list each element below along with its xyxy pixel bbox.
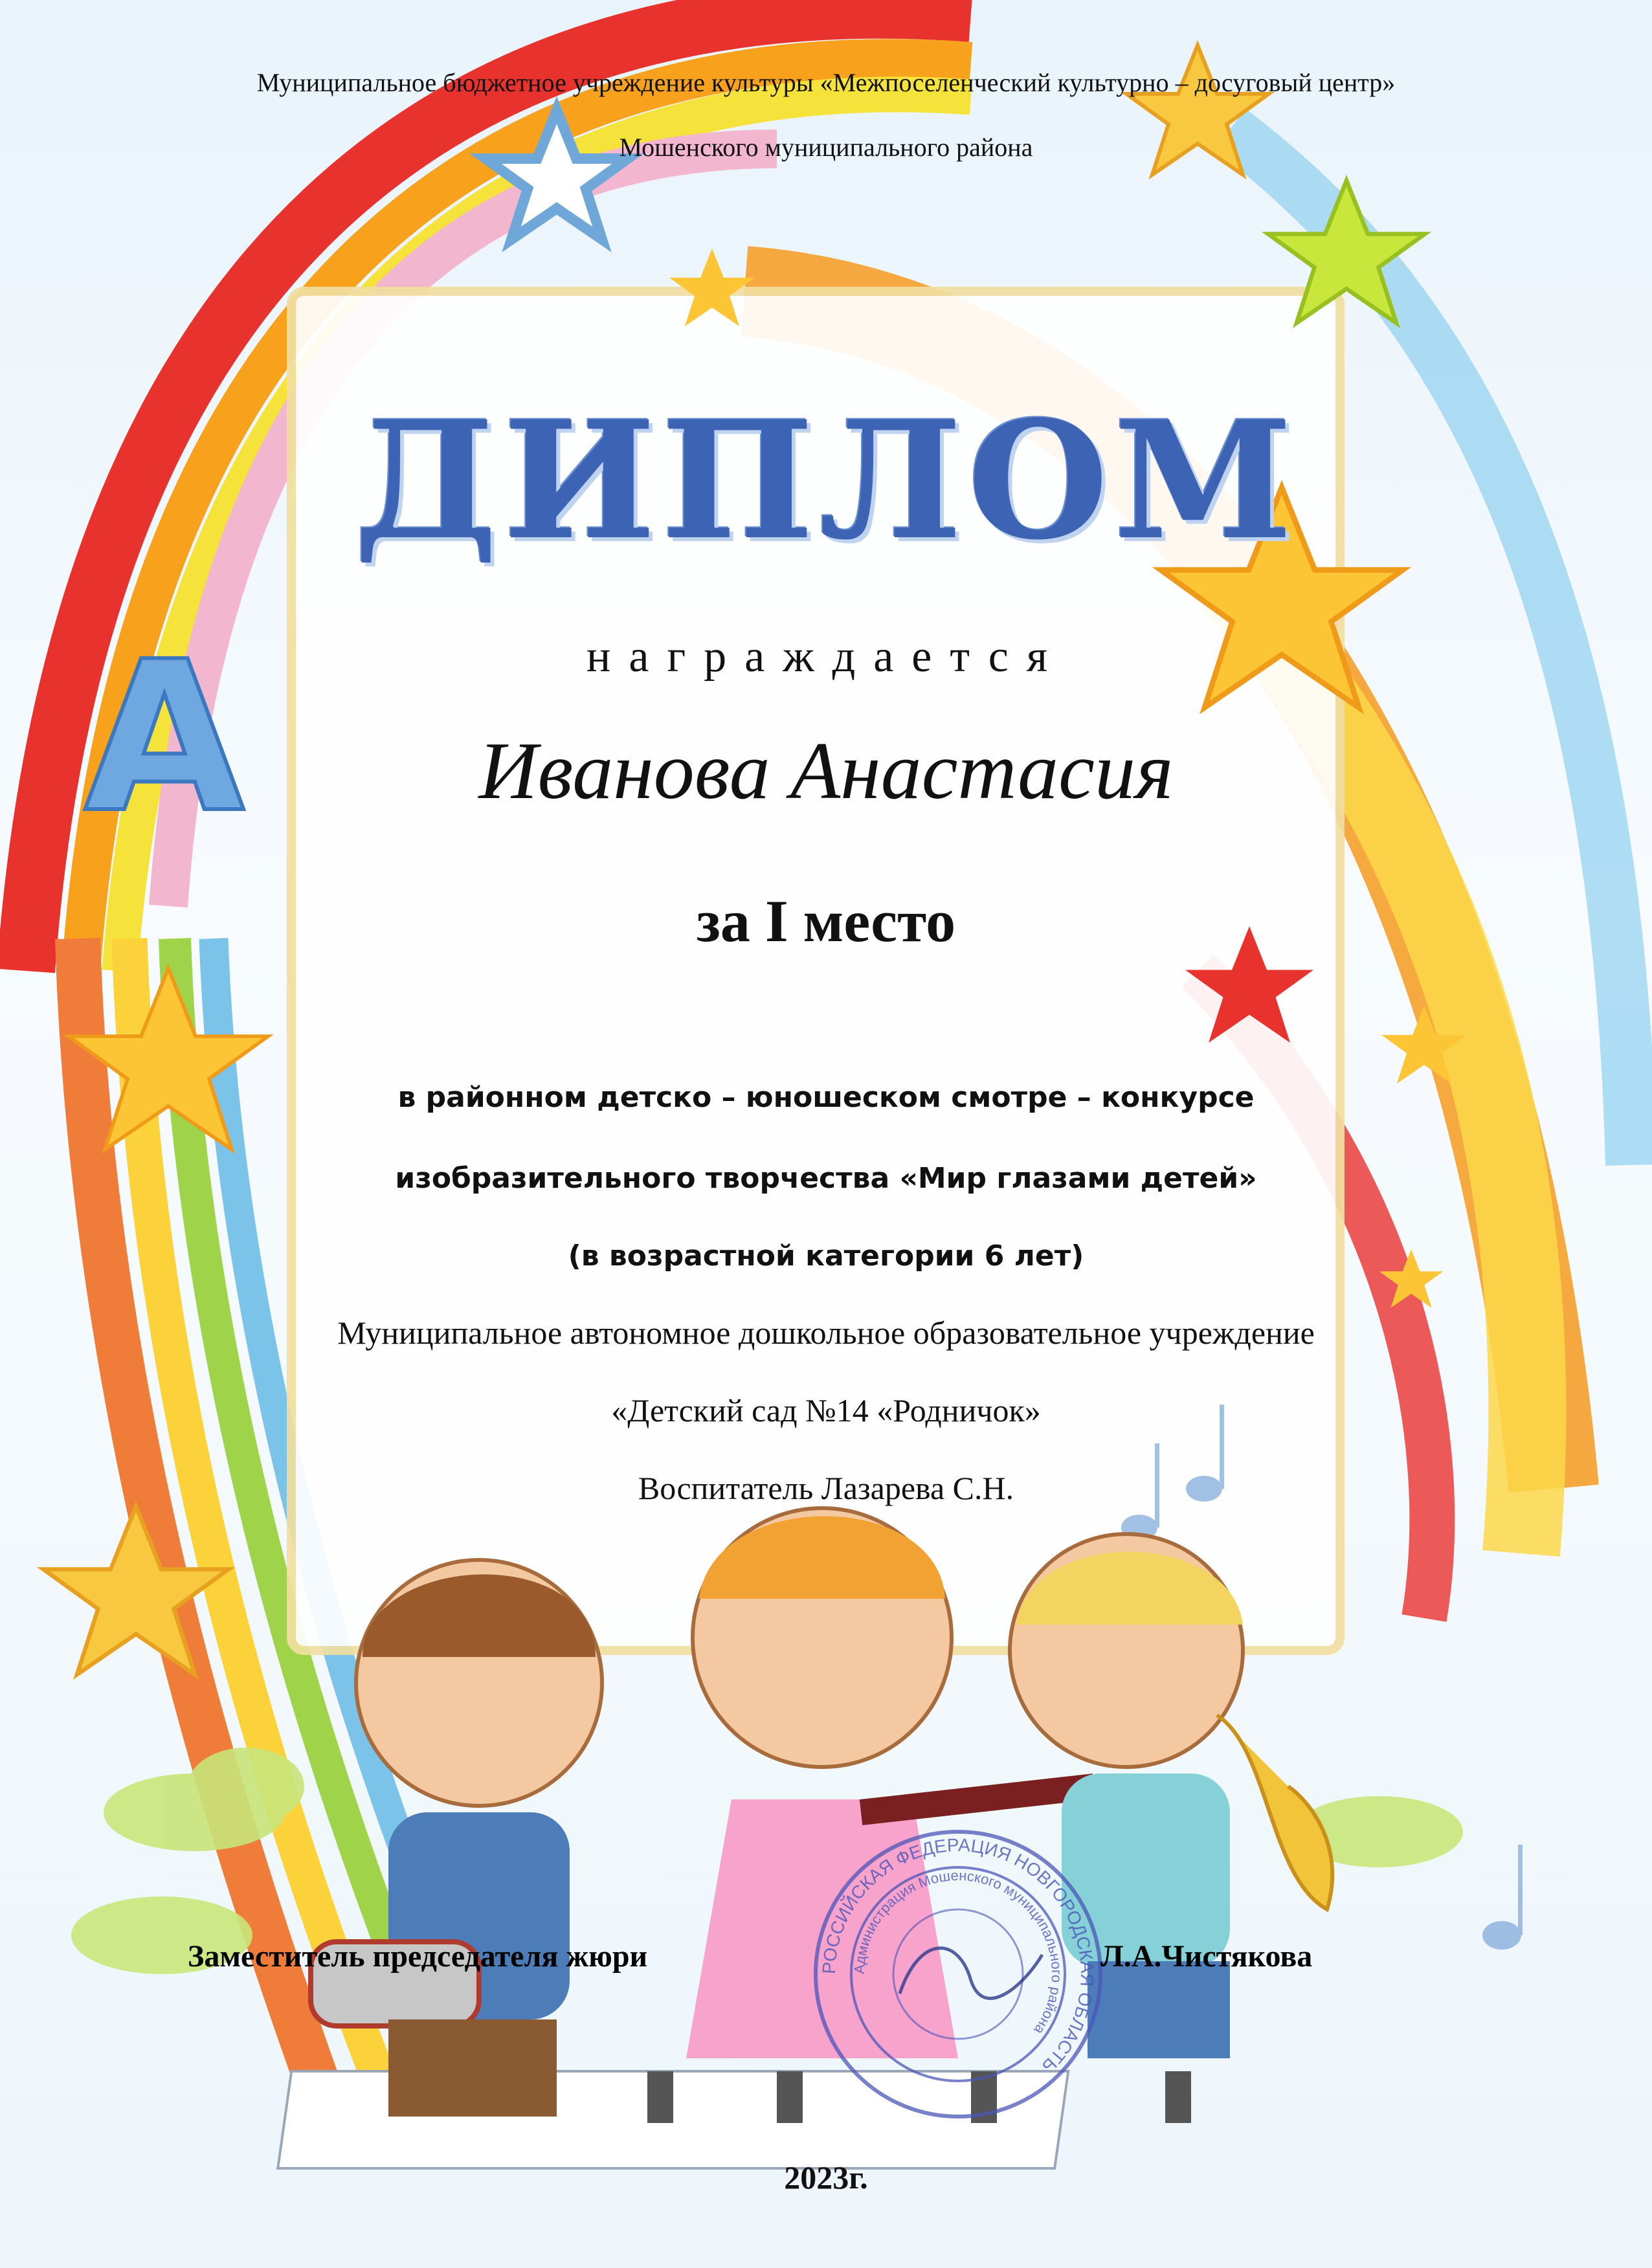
contest-line-1: в районном детско – юношеском смотре – конкурсе: [397, 1081, 1255, 1114]
institution-line-1: Муниципальное автономное дошкольное образовательное учреждение: [337, 1315, 1315, 1351]
institution-line-2: «Детский сад №14 «Родничок»: [611, 1392, 1041, 1429]
svg-text:Администрация Мошенского муниц: [851, 1867, 1065, 2038]
diploma-year: 2023г.: [784, 2159, 868, 2196]
stamp-outer-text: РОССИЙСКАЯ ФЕДЕРАЦИЯ НОВГОРОДСКАЯ ОБЛАСТЬ: [818, 1834, 1098, 2077]
svg-text:A: A: [84, 617, 245, 858]
header-organization: Муниципальное бюджетное учреждение культуры «Межпоселенческий культурно – досуговый центр»: [256, 68, 1396, 97]
diploma-title: ДИПЛОМ: [353, 385, 1299, 575]
contest-line-2: изобразительного творчества «Мир глазами детей»: [395, 1162, 1257, 1195]
official-stamp: [809, 1825, 1107, 2123]
signature-name: Л.А.Чистякова: [1100, 1939, 1313, 1973]
stamp-inner-text: Администрация Мошенского муниципального района: [851, 1867, 1066, 2038]
awarded-label: награждается: [586, 632, 1066, 682]
award-place: за I место: [696, 888, 956, 954]
recipient-name: Иванова Анастасия: [478, 726, 1174, 816]
header-district: Мошенского муниципального района: [619, 133, 1033, 162]
teacher-name: Воспитатель Лазарева С.Н.: [638, 1470, 1014, 1506]
contest-line-3: (в возрастной категории 6 лет): [568, 1240, 1084, 1273]
signature-position: Заместитель председателя жюри: [188, 1939, 648, 1973]
